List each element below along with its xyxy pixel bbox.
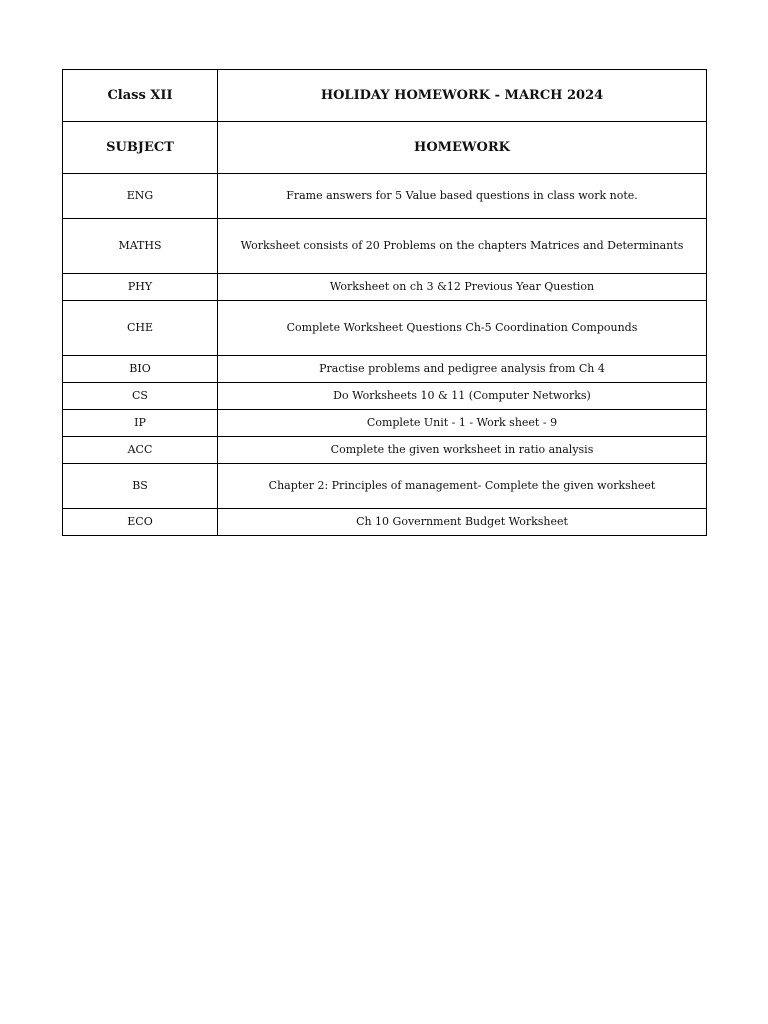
homework-cell: Ch 10 Government Budget Worksheet (218, 509, 707, 536)
table-row (63, 509, 707, 536)
subject-cell: CHE (63, 301, 218, 356)
homework-cell: Worksheet consists of 20 Problems on the chapters Matrices and Determinants (218, 219, 707, 274)
homework-cell: Complete Unit - 1 - Work sheet - 9 (218, 410, 707, 437)
column-header-homework: HOMEWORK (218, 122, 707, 174)
homework-cell: Chapter 2: Principles of management- Complete the given worksheet (218, 464, 707, 509)
homework-cell: Complete Worksheet Questions Ch-5 Coordination Compounds (218, 301, 707, 356)
homework-cell: Do Worksheets 10 & 11 (Computer Networks) (218, 383, 707, 410)
homework-cell: Frame answers for 5 Value based questions in class work note. (218, 174, 707, 219)
subject-cell: PHY (63, 274, 218, 301)
subject-cell: ECO (63, 509, 218, 536)
title-row (63, 70, 707, 122)
table-row (63, 274, 707, 301)
table-row (63, 174, 707, 219)
column-header-row (63, 122, 707, 174)
column-header-subject: SUBJECT (63, 122, 218, 174)
table-row (63, 410, 707, 437)
table-row (63, 219, 707, 274)
table-title: HOLIDAY HOMEWORK - MARCH 2024 (218, 70, 707, 122)
subject-cell: ACC (63, 437, 218, 464)
subject-cell: BIO (63, 356, 218, 383)
subject-cell: MATHS (63, 219, 218, 274)
table-row (63, 464, 707, 509)
subject-cell: CS (63, 383, 218, 410)
subject-cell: BS (63, 464, 218, 509)
homework-cell: Worksheet on ch 3 &12 Previous Year Question (218, 274, 707, 301)
subject-cell: IP (63, 410, 218, 437)
class-label: Class XII (63, 70, 218, 122)
homework-cell: Practise problems and pedigree analysis from Ch 4 (218, 356, 707, 383)
table-row (63, 383, 707, 410)
table-row (63, 301, 707, 356)
table-row (63, 437, 707, 464)
homework-cell: Complete the given worksheet in ratio analysis (218, 437, 707, 464)
subject-cell: ENG (63, 174, 218, 219)
homework-table (62, 69, 707, 536)
table-row (63, 356, 707, 383)
